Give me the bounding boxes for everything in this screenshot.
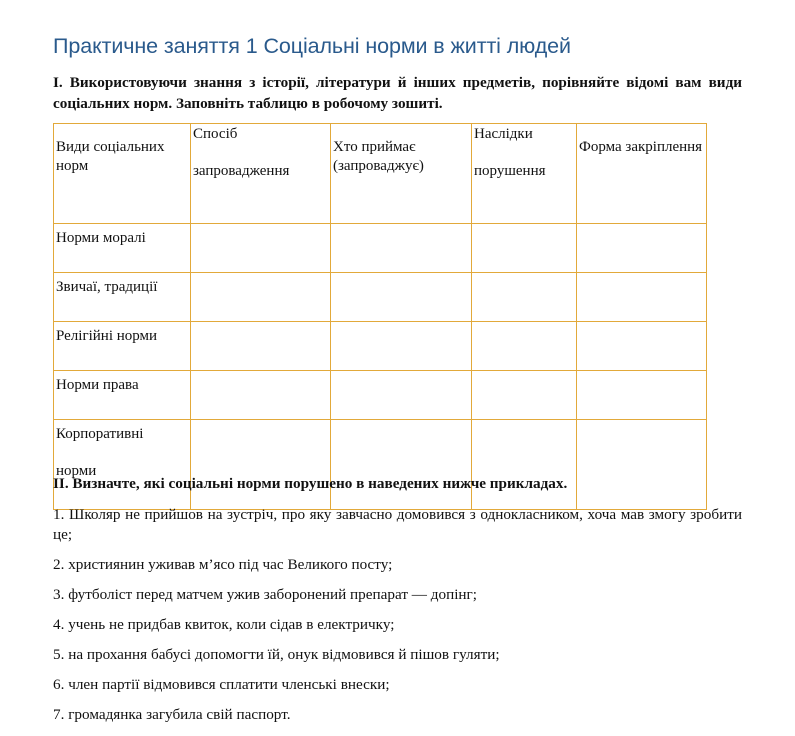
table-header-row [54, 124, 707, 224]
table-cell [191, 322, 331, 371]
list-item: 3. футболіст перед матчем ужив заборонений препарат — допінг; [53, 586, 477, 603]
table-cell [472, 273, 577, 322]
table-cell [472, 371, 577, 420]
list-item: 4. учень не придбав квиток, коли сідав в електричку; [53, 616, 395, 633]
table-cell [191, 420, 331, 510]
table-cell [472, 224, 577, 273]
table-cell [331, 273, 472, 322]
table-cell [577, 273, 707, 322]
table-row [54, 224, 707, 273]
table-cell [577, 371, 707, 420]
row-label: Релігійні норми [54, 322, 191, 371]
task-1-instructions: I. Використовуючи знання з історії, літератури й інших предметів, порівняйте відомі вам види соціальних норм. Заповніть таблицю в робочому зошиті. [53, 74, 742, 112]
table-cell [331, 322, 472, 371]
examples-list [53, 505, 742, 735]
table-row [54, 273, 707, 322]
header-who-adopts: Хто приймає (запроваджує) [331, 124, 472, 224]
row-label: Корпоративні норми [54, 420, 191, 510]
row-label: Звичаї, традиції [54, 273, 191, 322]
table-cell [331, 371, 472, 420]
list-item: 6. член партії відмовився сплатити членські внески; [53, 676, 390, 693]
list-item: 1. Школяр не прийшов на зустріч, про яку завчасно домовився з однокласником, хоча мав змогу зробити це; [53, 506, 742, 543]
list-item: 7. громадянка загубила свій паспорт. [53, 706, 291, 723]
table-cell [191, 273, 331, 322]
table-cell [472, 420, 577, 510]
header-norm-types: Види соціальних норм [54, 124, 191, 224]
social-norms-table [53, 123, 707, 510]
list-item: 2. християнин уживав м’ясо під час Великого посту; [53, 556, 393, 573]
row-label: Норми права [54, 371, 191, 420]
table-row [54, 322, 707, 371]
table-row [54, 420, 707, 510]
table-cell [472, 322, 577, 371]
header-violation-consequences: Наслідки порушення [472, 124, 577, 224]
row-label: Норми моралі [54, 224, 191, 273]
table-cell [331, 224, 472, 273]
header-form-of-consolidation: Форма закріплення [577, 124, 707, 224]
task-2-instructions: II. Визначте, які соціальні норми порушено в наведених нижче прикладах. [53, 475, 568, 492]
table-cell [331, 420, 472, 510]
table-row [54, 371, 707, 420]
header-establishment-method: Спосіб запровадження [191, 124, 331, 224]
table-cell [191, 371, 331, 420]
table-cell [577, 224, 707, 273]
page-title: Практичне заняття 1 Соціальні норми в житті людей [53, 34, 571, 58]
table-cell [191, 224, 331, 273]
table-cell [577, 322, 707, 371]
list-item: 5. на прохання бабусі допомогти їй, онук відмовився й пішов гуляти; [53, 646, 500, 663]
table-cell [577, 420, 707, 510]
